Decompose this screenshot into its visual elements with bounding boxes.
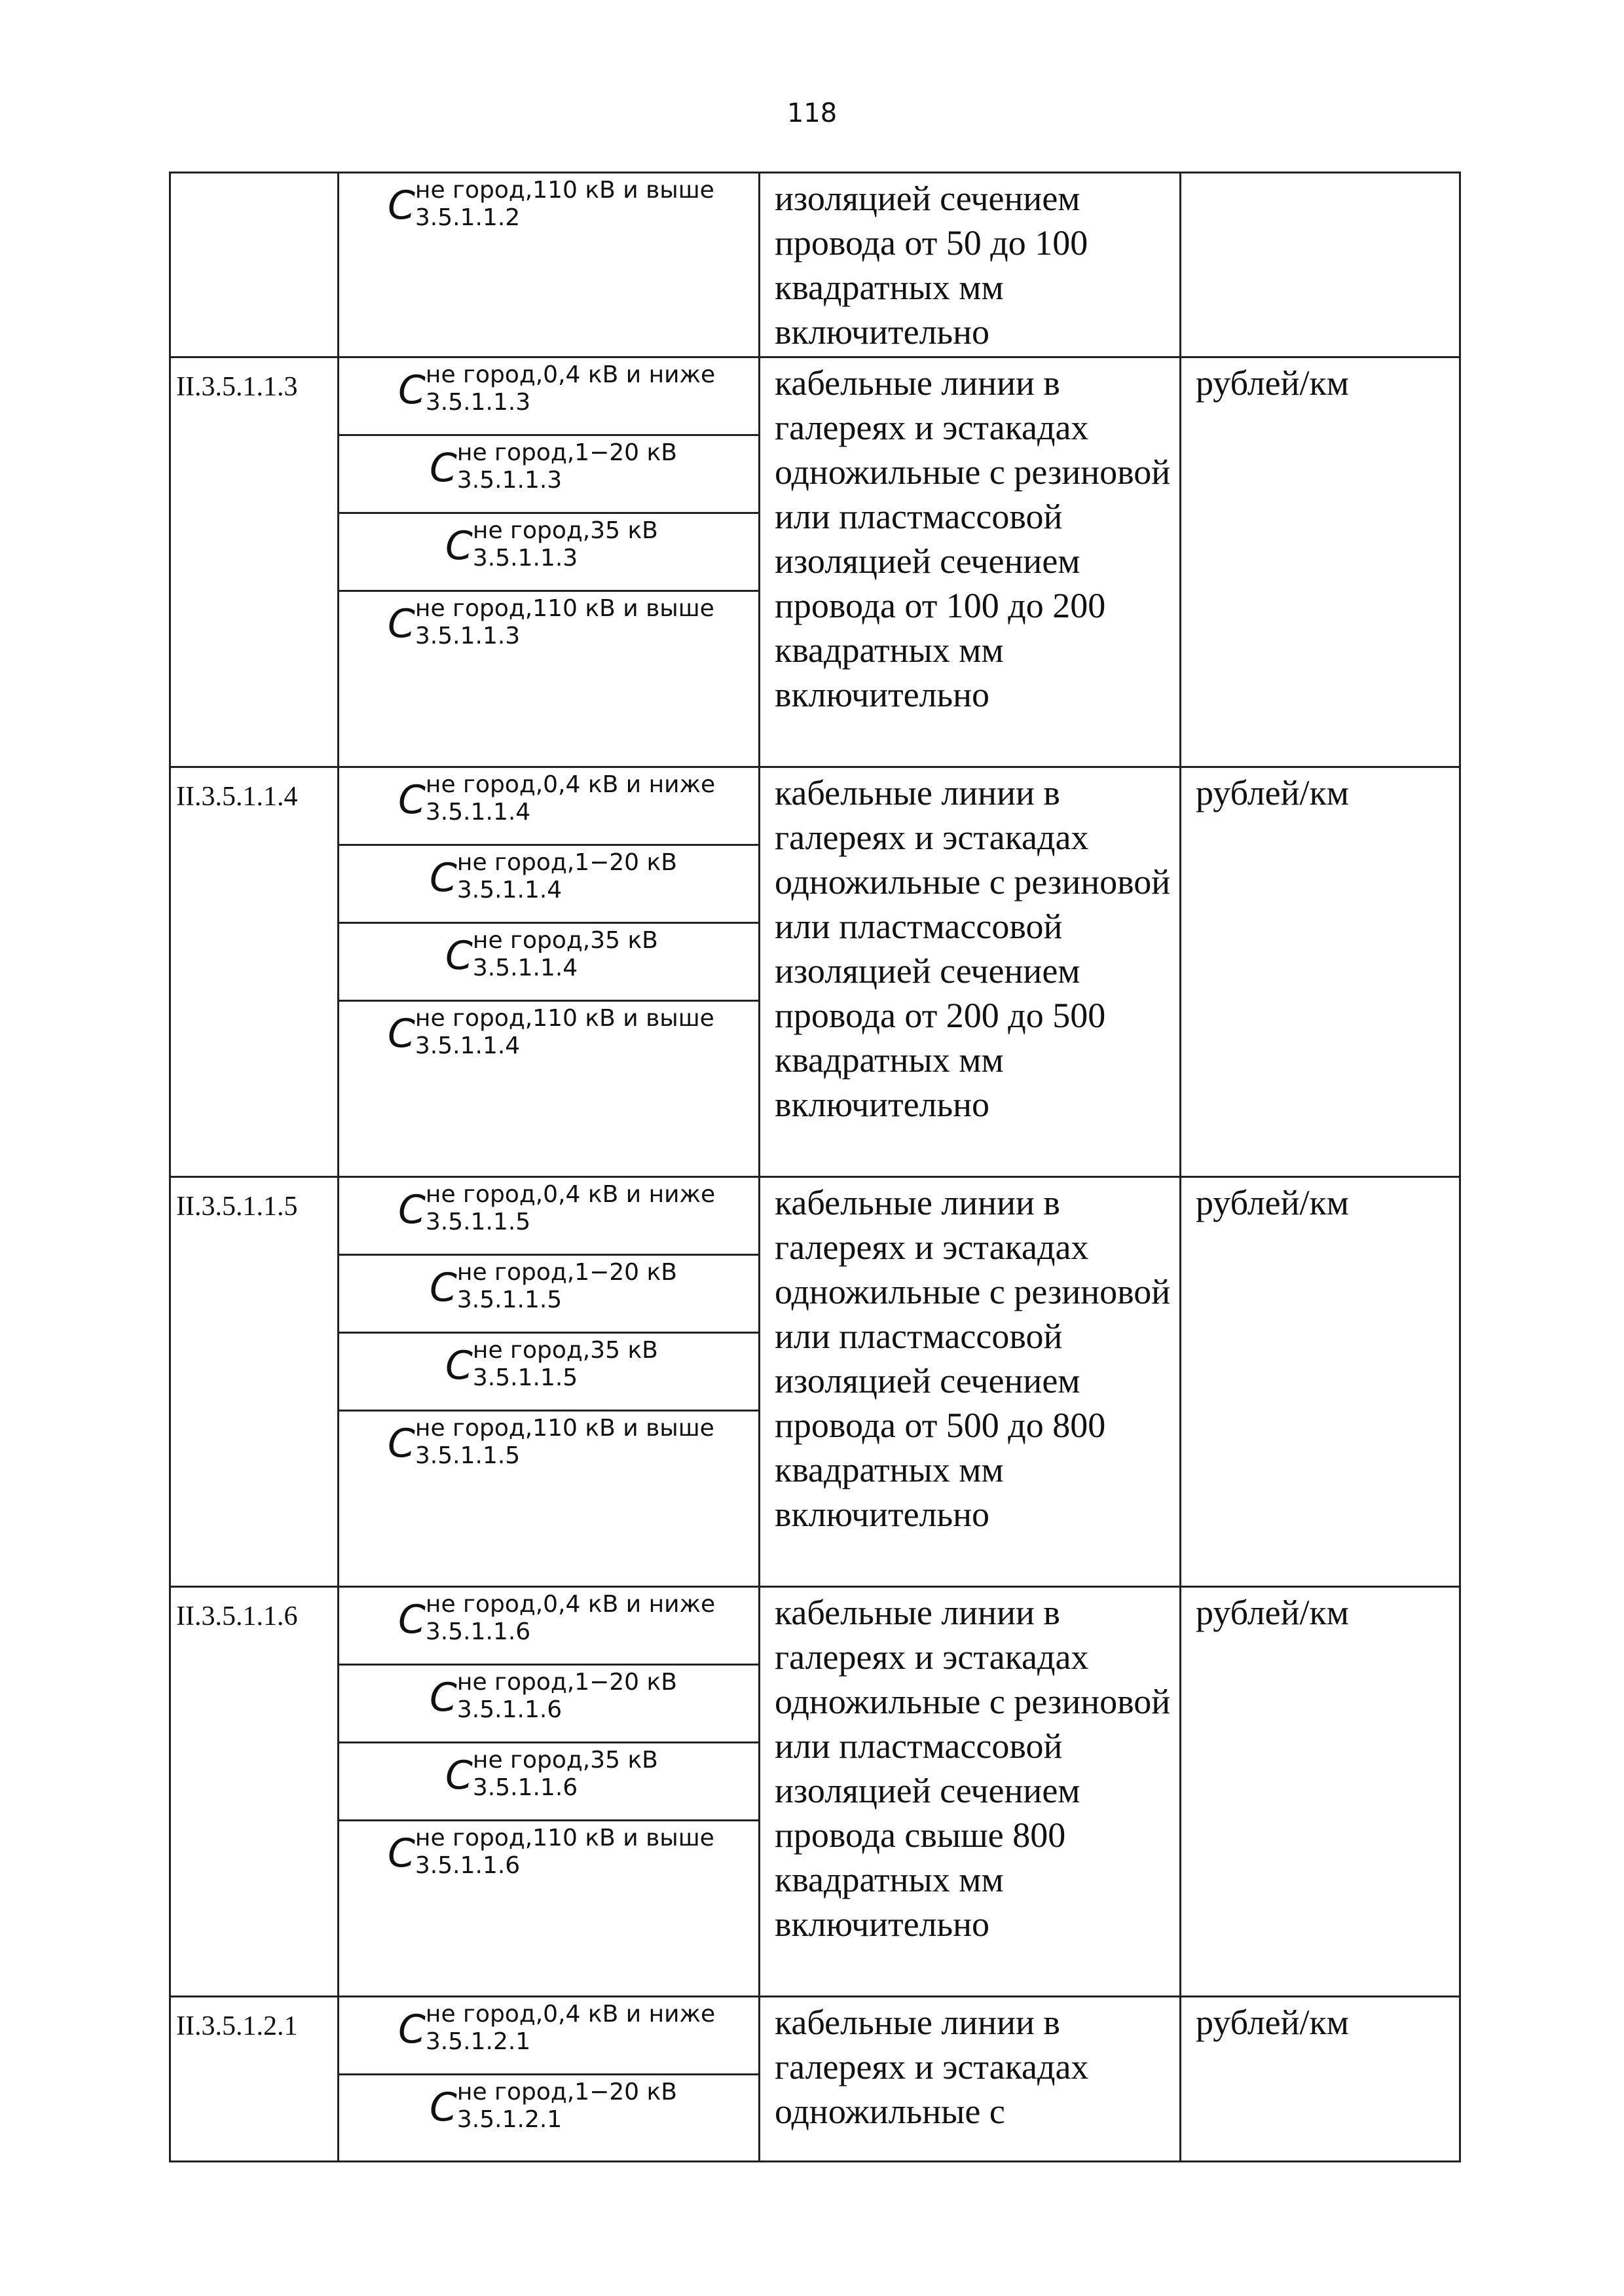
variable-formula — [339, 846, 758, 924]
variable-symbol: C — [445, 933, 473, 979]
table-row — [170, 173, 1460, 357]
variable-subscript: 3.5.1.1.4 — [472, 955, 578, 981]
variable-subscript: 3.5.1.1.3 — [472, 545, 578, 572]
table-row — [170, 1177, 1460, 1587]
variable-symbol: C — [430, 855, 457, 901]
variable-superscript: не город,1−20 кВ — [456, 1259, 677, 1286]
variable-superscript: не город,1−20 кВ — [456, 1669, 677, 1696]
row-code: II.3.5.1.1.3 — [176, 372, 298, 402]
variable-superscript: не город,0,4 кВ и ниже — [425, 1591, 716, 1618]
row-description: кабельные линии в галереях и эстакадах одножильные с резиновой или пластмассовой изоляцией сечением провода от 200 до 500 квадратных мм включительно — [775, 773, 1171, 1124]
variable-subscript: 3.5.1.1.6 — [425, 1618, 531, 1645]
variable-subscript: 3.5.1.1.2 — [415, 204, 521, 231]
row-unit-cell — [1181, 357, 1460, 767]
row-unit — [1181, 173, 1459, 176]
variable-superscript: не город,35 кВ — [472, 1747, 658, 1774]
page-number: 118 — [786, 98, 838, 128]
variable-symbol: C — [398, 2007, 426, 2052]
variable-symbol: C — [388, 601, 415, 647]
table-body — [170, 173, 1460, 2162]
row-description-cell — [760, 1587, 1181, 1997]
variable-formula — [339, 1743, 758, 1821]
row-code-cell — [170, 357, 339, 767]
variable-subscript: 3.5.1.1.6 — [415, 1852, 521, 1879]
variable-formula — [339, 1178, 758, 1256]
row-description: кабельные линии в галереях и эстакадах одножильные с — [775, 2003, 1089, 2131]
row-description: изоляцией сечением провода от 50 до 100 квадратных мм включительно — [775, 179, 1088, 352]
variable-formula — [339, 768, 758, 846]
variable-subscript: 3.5.1.1.5 — [415, 1442, 521, 1469]
table-row — [170, 357, 1460, 767]
row-unit: рублей/км — [1196, 2003, 1349, 2042]
variable-symbol: C — [388, 1421, 415, 1467]
row-description-cell — [760, 767, 1181, 1177]
variable-formula — [339, 1002, 758, 1080]
variable-symbol: C — [445, 1343, 473, 1389]
variable-formula — [339, 436, 758, 514]
variable-subscript: 3.5.1.1.6 — [472, 1774, 578, 1801]
variable-formula — [339, 592, 758, 670]
variable-superscript: не город,0,4 кВ и ниже — [425, 2001, 716, 2028]
row-variables-cell — [339, 1177, 760, 1587]
row-description-cell — [760, 1997, 1181, 2162]
variable-superscript: не город,1−20 кВ — [456, 2079, 677, 2105]
variable-symbol: C — [388, 183, 415, 228]
variable-subscript: 3.5.1.2.1 — [456, 2106, 563, 2133]
variable-subscript: 3.5.1.1.6 — [456, 1696, 563, 1723]
variable-symbol: C — [398, 1187, 426, 1233]
row-variables-cell — [339, 1997, 760, 2162]
tariff-table — [169, 172, 1461, 2162]
variable-superscript: не город,1−20 кВ — [456, 849, 677, 876]
variable-superscript: не город,0,4 кВ и ниже — [425, 771, 716, 798]
row-unit: рублей/км — [1196, 1183, 1349, 1222]
row-description-cell — [760, 1177, 1181, 1587]
row-unit-cell — [1181, 1997, 1460, 2162]
row-variables-cell — [339, 357, 760, 767]
variable-formula — [339, 924, 758, 1002]
variable-symbol: C — [388, 1011, 415, 1057]
variable-superscript: не город,35 кВ — [472, 1337, 658, 1364]
row-description: кабельные линии в галереях и эстакадах одножильные с резиновой или пластмассовой изоляцией сечением провода от 500 до 800 квадратных мм включительно — [775, 1183, 1171, 1534]
variable-subscript: 3.5.1.1.5 — [425, 1209, 531, 1235]
row-unit: рублей/км — [1196, 363, 1349, 403]
row-description: кабельные линии в галереях и эстакадах одножильные с резиновой или пластмассовой изоляцией сечением провода от 100 до 200 квадратных мм включительно — [775, 363, 1171, 714]
variable-formula — [339, 358, 758, 436]
variable-symbol: C — [430, 1675, 457, 1721]
variable-superscript: не город,110 кВ и выше — [415, 1415, 714, 1442]
variable-subscript: 3.5.1.1.5 — [472, 1364, 578, 1391]
variable-formula — [339, 173, 758, 251]
row-code-cell — [170, 1587, 339, 1997]
row-code-cell — [170, 1997, 339, 2162]
variable-subscript: 3.5.1.2.1 — [425, 2028, 531, 2055]
variable-symbol: C — [388, 1831, 415, 1876]
variable-subscript: 3.5.1.1.4 — [425, 799, 531, 826]
table-row — [170, 1587, 1460, 1997]
variable-formula — [339, 1334, 758, 1412]
variable-formula — [339, 1256, 758, 1334]
row-description-cell — [760, 173, 1181, 357]
row-code-cell — [170, 1177, 339, 1587]
variable-formula — [339, 2075, 758, 2153]
variable-symbol: C — [445, 1753, 473, 1798]
table-row — [170, 1997, 1460, 2162]
variable-formula — [339, 1821, 758, 1899]
row-description: кабельные линии в галереях и эстакадах одножильные с резиновой или пластмассовой изоляцией сечением провода свыше 800 квадратных мм включительно — [775, 1593, 1171, 1944]
row-code: II.3.5.1.1.6 — [176, 1601, 298, 1631]
row-code-cell — [170, 767, 339, 1177]
variable-symbol: C — [398, 777, 426, 823]
variable-superscript: не город,110 кВ и выше — [415, 595, 714, 622]
variable-subscript: 3.5.1.1.3 — [425, 389, 531, 416]
row-variables-cell — [339, 1587, 760, 1997]
row-unit: рублей/км — [1196, 1593, 1349, 1632]
variable-symbol: C — [430, 1265, 457, 1311]
variable-symbol: C — [430, 2085, 457, 2130]
variable-superscript: не город,110 кВ и выше — [415, 1825, 714, 1851]
row-code-cell — [170, 173, 339, 357]
variable-superscript: не город,0,4 кВ и ниже — [425, 361, 716, 388]
variable-subscript: 3.5.1.1.5 — [456, 1286, 563, 1313]
row-code: II.3.5.1.2.1 — [176, 2011, 298, 2041]
variable-subscript: 3.5.1.1.3 — [456, 467, 563, 494]
row-variables-cell — [339, 173, 760, 357]
variable-symbol: C — [430, 445, 457, 491]
variable-formula — [339, 514, 758, 592]
row-code: II.3.5.1.1.4 — [176, 782, 298, 812]
row-unit-cell — [1181, 1587, 1460, 1997]
row-unit-cell — [1181, 173, 1460, 357]
variable-subscript: 3.5.1.1.4 — [456, 877, 563, 903]
variable-superscript: не город,35 кВ — [472, 927, 658, 954]
row-unit-cell — [1181, 767, 1460, 1177]
row-code — [171, 173, 337, 187]
variable-superscript: не город,35 кВ — [472, 517, 658, 544]
variable-symbol: C — [398, 367, 426, 413]
table-row — [170, 767, 1460, 1177]
variable-superscript: не город,1−20 кВ — [456, 439, 677, 466]
variable-formula — [339, 1412, 758, 1489]
variable-formula — [339, 1666, 758, 1743]
row-unit-cell — [1181, 1177, 1460, 1587]
variable-formula — [339, 1588, 758, 1666]
row-variables-cell — [339, 767, 760, 1177]
row-unit: рублей/км — [1196, 773, 1349, 812]
row-code: II.3.5.1.1.5 — [176, 1192, 298, 1222]
variable-symbol: C — [398, 1597, 426, 1643]
variable-subscript: 3.5.1.1.3 — [415, 623, 521, 649]
variable-formula — [339, 1997, 758, 2075]
variable-superscript: не город,0,4 кВ и ниже — [425, 1181, 716, 1208]
variable-symbol: C — [445, 523, 473, 569]
row-description-cell — [760, 357, 1181, 767]
variable-subscript: 3.5.1.1.4 — [415, 1032, 521, 1059]
variable-superscript: не город,110 кВ и выше — [415, 1005, 714, 1032]
variable-superscript: не город,110 кВ и выше — [415, 177, 714, 204]
